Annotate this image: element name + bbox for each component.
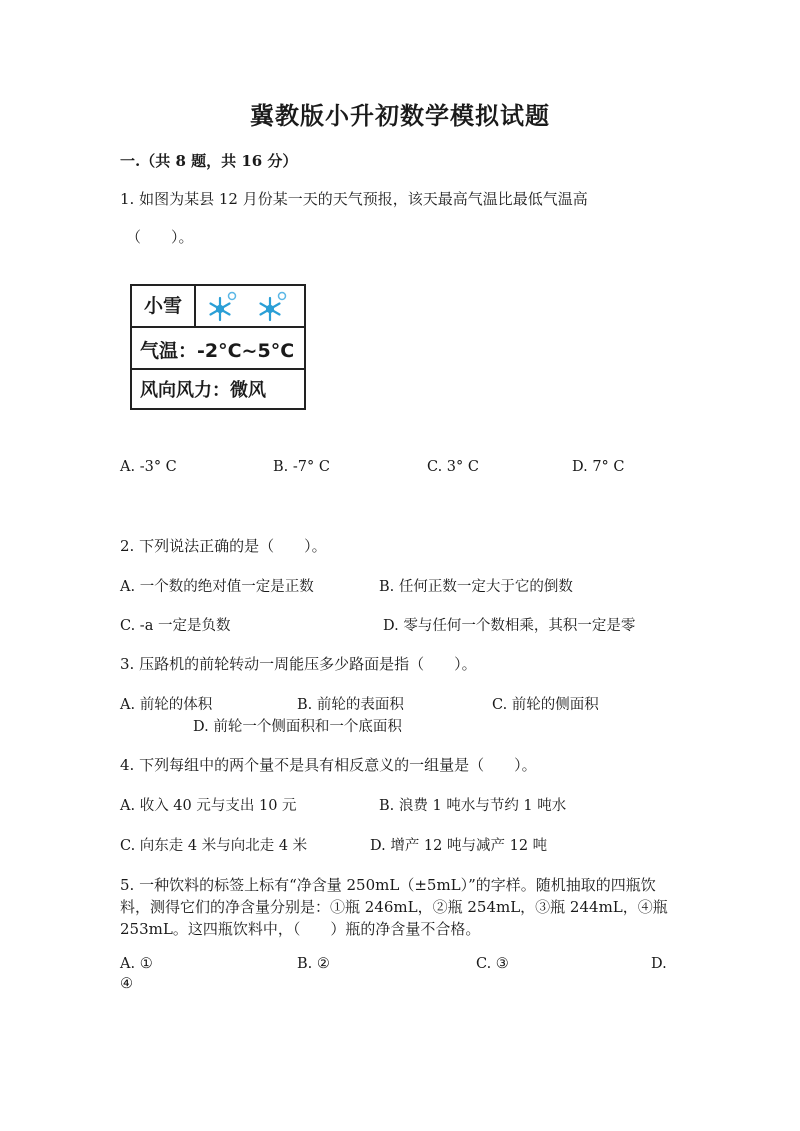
q1-option-a: A. -3° C	[120, 459, 177, 475]
q1-option-c: C. 3° C	[427, 459, 479, 475]
weather-row-temperature	[132, 328, 304, 370]
q1-stem-line1: 1. 如图为某县 12 月份某一天的天气预报，该天最高气温比最低气温高	[120, 190, 588, 208]
q5-option-d-wrap: ④	[120, 976, 133, 992]
q3-option-b: B. 前轮的表面积	[297, 697, 404, 713]
weather-forecast-image	[130, 284, 306, 410]
page-title: 冀教版小升初数学模拟试题	[250, 101, 550, 130]
q3-stem: 3. 压路机的前轮转动一周能压多少路面是指（ ）。	[120, 655, 477, 673]
weather-row-condition	[132, 286, 304, 328]
weather-row-wind	[132, 370, 304, 408]
q5-option-c: C. ③	[476, 956, 509, 972]
q1-option-d: D. 7° C	[572, 459, 625, 475]
q4-option-b: B. 浪费 1 吨水与节约 1 吨水	[379, 798, 567, 814]
q2-option-d: D. 零与任何一个数相乘，其积一定是零	[383, 618, 636, 634]
weather-icons	[198, 288, 304, 326]
q5-option-d: D.	[651, 956, 667, 972]
q5-stem-line3: 253mL。这四瓶饮料中，（ ）瓶的净含量不合格。	[120, 920, 481, 938]
q2-option-b: B. 任何正数一定大于它的倒数	[379, 579, 573, 595]
q5-stem-line1: 5. 一种饮料的标签上标有“净含量 250mL（±5mL）”的字样。随机抽取的四瓶饮	[120, 876, 656, 894]
q3-option-d: D. 前轮一个侧面积和一个底面积	[193, 719, 402, 735]
weather-temperature: 气温：-2°C~5°C	[140, 340, 295, 362]
q3-option-a: A. 前轮的体积	[120, 697, 213, 713]
q5-option-b: B. ②	[297, 956, 330, 972]
q1-stem-line2: （ ）。	[126, 228, 194, 246]
section-heading: 一.（共 8 题，共 16 分）	[120, 152, 298, 170]
weather-wind: 风向风力：微风	[140, 380, 266, 401]
q1-option-b: B. -7° C	[273, 459, 330, 475]
q4-option-c: C. 向东走 4 米与向北走 4 米	[120, 838, 308, 854]
q4-stem: 4. 下列每组中的两个量不是具有相反意义的一组量是（ ）。	[120, 756, 537, 774]
q2-option-a: A. 一个数的绝对值一定是正数	[120, 579, 314, 595]
q5-stem-line2: 料，测得它们的净含量分别是：①瓶 246mL，②瓶 254mL，③瓶 244mL，④瓶	[120, 898, 668, 916]
weather-condition-label: 小雪	[132, 286, 196, 326]
q4-option-d: D. 增产 12 吨与减产 12 吨	[370, 838, 548, 854]
q2-stem: 2. 下列说法正确的是（ ）。	[120, 537, 327, 555]
q3-option-c: C. 前轮的侧面积	[492, 697, 599, 713]
q4-option-a: A. 收入 40 元与支出 10 元	[120, 798, 297, 814]
q5-option-a: A. ①	[120, 956, 153, 972]
q2-option-c: C. -a 一定是负数	[120, 618, 231, 634]
snowflake-icon	[198, 288, 304, 326]
